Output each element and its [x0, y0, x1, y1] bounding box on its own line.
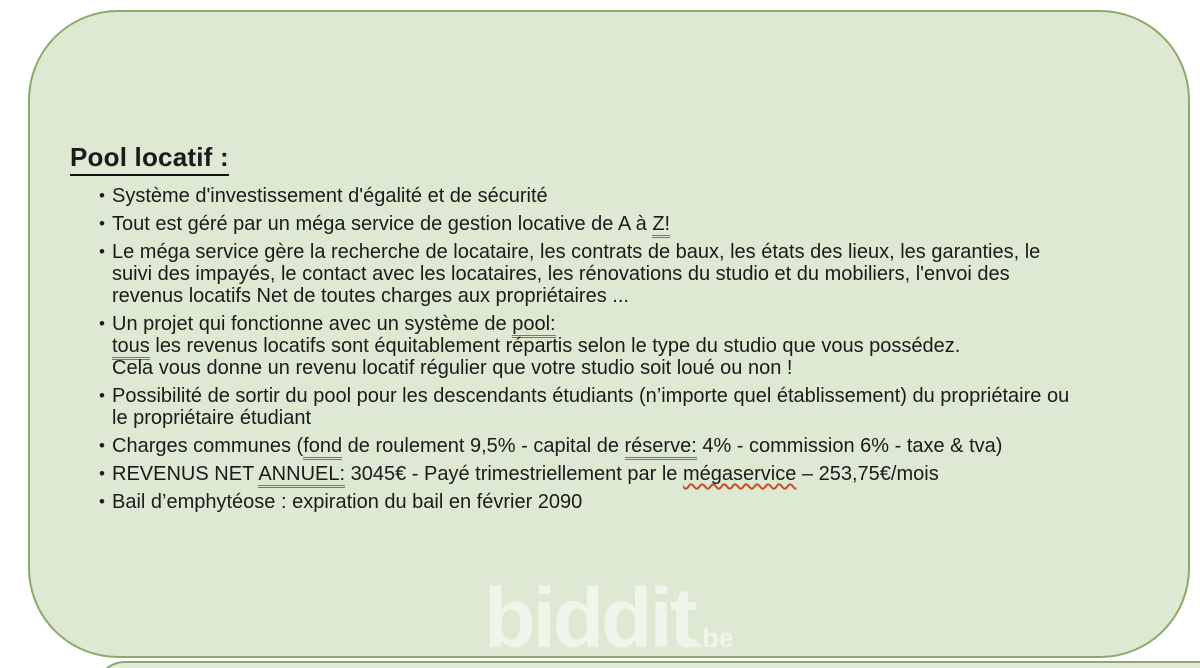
list-item: [99, 313, 1158, 379]
text-segment: – 253,75€/mois: [796, 463, 939, 485]
bullet-line: [112, 357, 1158, 379]
bullet-list: [99, 185, 1158, 513]
bullet-line: [112, 285, 1158, 307]
list-item: [99, 185, 1158, 207]
next-slide-top-edge: [95, 661, 1200, 668]
text-segment: les revenus locatifs sont équitablement répartis selon le type du studio que vous possédez.: [149, 335, 961, 357]
bullet-line: [112, 335, 1158, 357]
list-item: [99, 435, 1158, 457]
slide-card: [28, 10, 1190, 658]
bullet-line: [112, 435, 1158, 457]
list-item: [99, 385, 1158, 429]
double-underlined-text: tous: [112, 335, 150, 360]
bullet-line: [112, 385, 1158, 407]
bullet-text: [112, 435, 1158, 457]
bullet-text: [112, 463, 1158, 485]
spellcheck-underlined-text: mégaservice: [682, 463, 797, 485]
bullet-text: [112, 491, 1158, 513]
bullet-line: [112, 213, 1158, 235]
double-underlined-text: réserve:: [625, 435, 697, 460]
slide-content: [70, 142, 1158, 519]
list-item: [99, 491, 1158, 513]
bullet-text: [112, 385, 1158, 429]
text-segment: Cela vous donne un revenu locatif régulier que votre studio soit loué ou non !: [112, 357, 793, 379]
bullet-text: [112, 241, 1158, 307]
bullet-line: [112, 313, 1158, 335]
text-segment: Système d'investissement d'égalité et de sécurité: [112, 185, 548, 207]
double-underlined-text: Z!: [652, 213, 670, 238]
bullet-icon: •: [99, 186, 105, 205]
bullet-line: [112, 463, 1158, 485]
bullet-icon: •: [99, 314, 105, 333]
bullet-text: [112, 213, 1158, 235]
text-segment: de roulement 9,5% - capital de: [342, 435, 625, 457]
bullet-icon: •: [99, 242, 105, 261]
bullet-icon: •: [99, 386, 105, 405]
bullet-icon: •: [99, 492, 105, 511]
page-title: [70, 142, 1158, 176]
bullet-line: [112, 241, 1158, 263]
bullet-icon: •: [99, 464, 105, 483]
text-segment: revenus locatifs Net de toutes charges aux propriétaires ...: [112, 285, 629, 307]
list-item: [99, 241, 1158, 307]
text-segment: Un projet qui fonctionne avec un système de: [112, 313, 513, 335]
double-underlined-text: pool:: [512, 313, 555, 338]
list-item: [99, 463, 1158, 485]
biddit-logo-suffix: .be: [694, 623, 734, 653]
bullet-text: [112, 185, 1158, 207]
double-underlined-text: fond: [303, 435, 342, 460]
text-segment: REVENUS NET: [112, 463, 259, 485]
list-item: [99, 213, 1158, 235]
biddit-watermark-logo: [30, 571, 1188, 658]
text-segment: Charges communes (: [112, 435, 304, 457]
text-segment: Le méga service gère la recherche de locataire, les contrats de baux, les états des lieux, les garanties, le: [112, 241, 1041, 263]
bullet-text: [112, 313, 1158, 379]
page-title-text: Pool locatif :: [70, 142, 229, 176]
text-segment: suivi des impayés, le contact avec les locataires, les rénovations du studio et du mobiliers, l'envoi des: [112, 263, 1010, 285]
text-segment: le propriétaire étudiant: [112, 407, 312, 429]
text-segment: Bail d’emphytéose : expiration du bail en février 2090: [112, 491, 583, 513]
bullet-line: [112, 407, 1158, 429]
bullet-line: [112, 185, 1158, 207]
bullet-icon: •: [99, 214, 105, 233]
double-underlined-text: ANNUEL:: [258, 463, 345, 488]
text-segment: Tout est géré par un méga service de gestion locative de A à: [112, 213, 653, 235]
bullet-line: [112, 263, 1158, 285]
bullet-line: [112, 491, 1158, 513]
text-segment: 3045€ - Payé trimestriellement par le: [345, 463, 683, 485]
text-segment: 4% - commission 6% - taxe & tva): [696, 435, 1003, 457]
bullet-icon: •: [99, 436, 105, 455]
text-segment: Possibilité de sortir du pool pour les descendants étudiants (n’importe quel établissement) du propriétaire ou: [112, 385, 1070, 407]
biddit-logo-text: biddit: [484, 571, 695, 658]
